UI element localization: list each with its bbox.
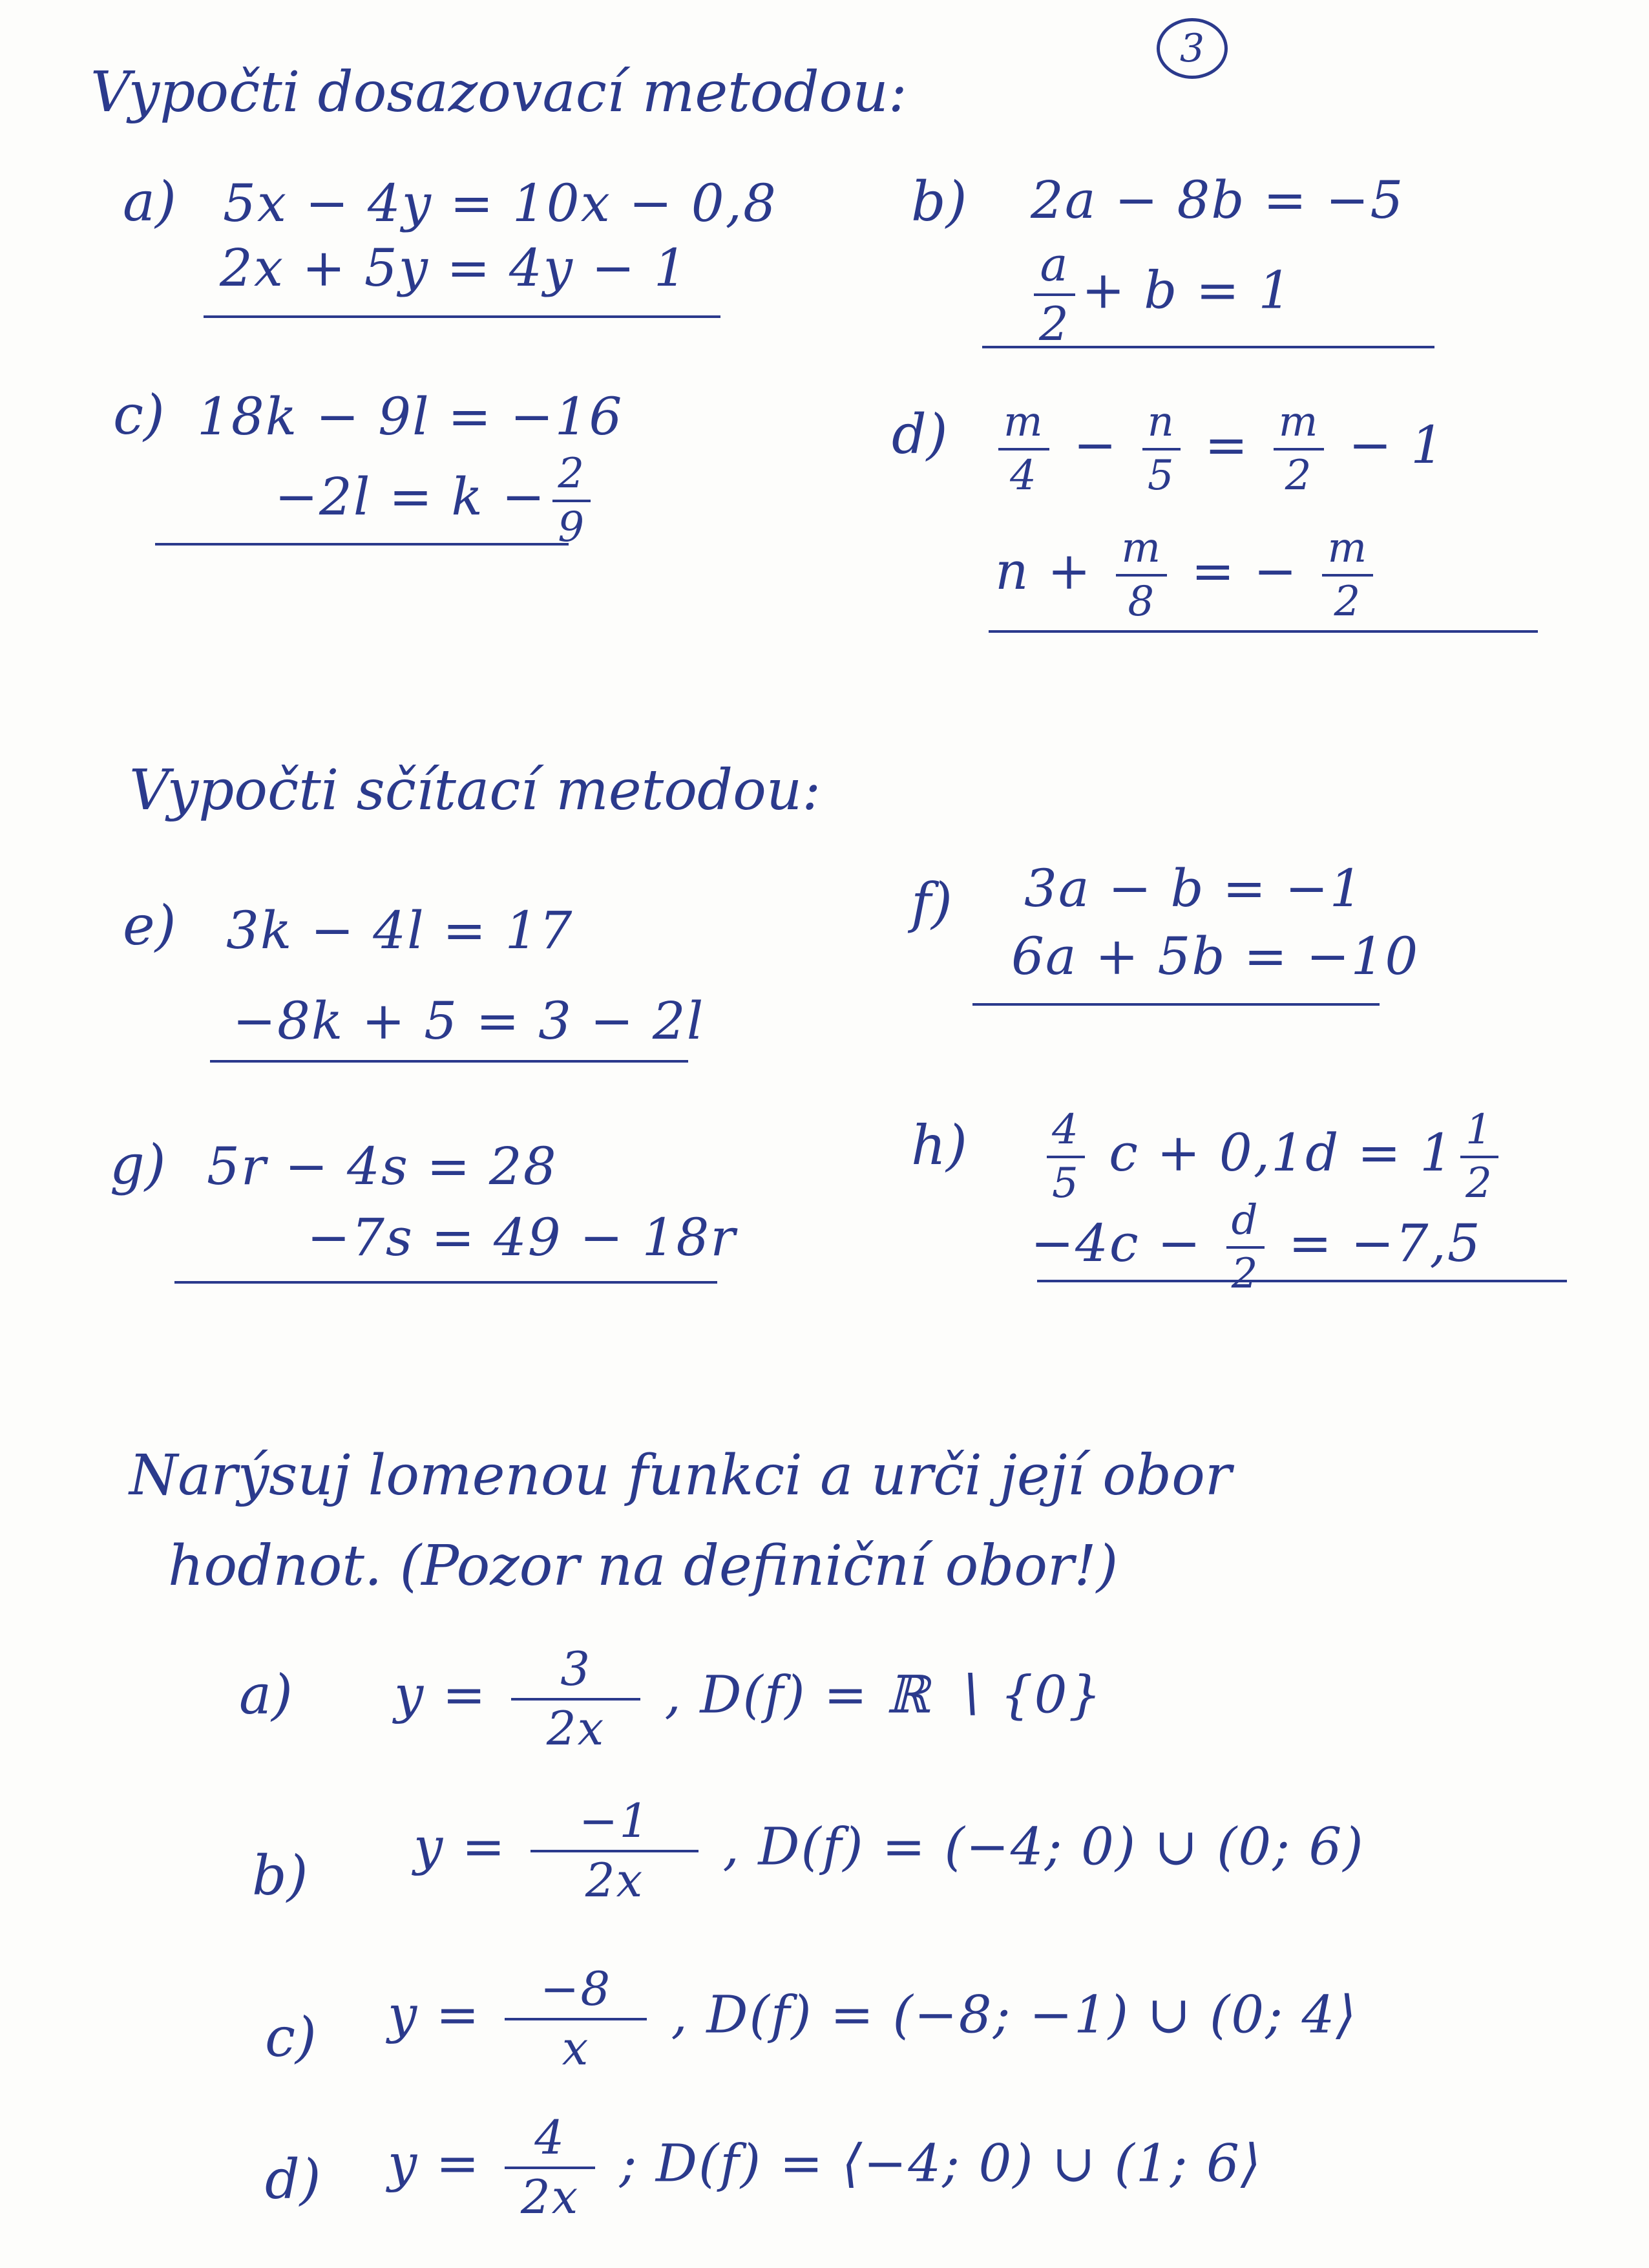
problem-f-eq2: 6a + 5b = −10 bbox=[1011, 926, 1420, 986]
problem-g-underline bbox=[174, 1281, 717, 1284]
problem-a-label: a) bbox=[123, 170, 176, 233]
section3-heading-line2: hodnot. (Pozor na definiční obor!) bbox=[168, 1534, 1119, 1598]
problem-e-eq2: −8k + 5 = 3 − 2l bbox=[233, 991, 705, 1051]
problem-d-underline bbox=[989, 630, 1538, 633]
problem-c-fraction: $\frac{2}{9}$ bbox=[552, 452, 591, 549]
function-c-label: c) bbox=[265, 2006, 317, 2069]
function-d-formula: y = $\frac{4}{2x}$ ; D(f) = ⟨−4; 0) ∪ (1; 6⟩ bbox=[388, 2110, 1263, 2224]
function-a-domain: , D(f) = ℝ ∖ {0} bbox=[664, 1664, 1103, 1725]
problem-c-underline bbox=[155, 543, 569, 546]
problem-d-label: d) bbox=[892, 403, 948, 466]
function-b-label: b) bbox=[252, 1844, 308, 1907]
function-a-label: a) bbox=[239, 1663, 293, 1726]
function-b-formula: y = $\frac{-1}{2x}$ , D(f) = (−4; 0) ∪ (0; 6) bbox=[414, 1794, 1365, 1907]
problem-c-label: c) bbox=[113, 383, 165, 447]
problem-e-label: e) bbox=[123, 894, 176, 957]
function-c-domain: , D(f) = (−8; −1) ∪ (0; 4⟩ bbox=[671, 1984, 1358, 2045]
function-a-formula: y = $\frac{3}{2x}$ , D(f) = ℝ ∖ {0} bbox=[394, 1642, 1103, 1755]
section2-heading: Vypočti sčítací metodou: bbox=[129, 758, 821, 823]
problem-b-label: b) bbox=[911, 170, 967, 233]
problem-g-eq2: −7s = 49 − 18r bbox=[307, 1207, 737, 1267]
problem-d-eq1: $\frac{m}{4}$ − $\frac{n}{5}$ = $\frac{m}{2}$ − 1 bbox=[992, 401, 1445, 498]
function-b-domain: , D(f) = (−4; 0) ∪ (0; 6) bbox=[722, 1816, 1365, 1877]
problem-c-eq2: −2l = k − $\frac{2}{9}$ bbox=[275, 452, 597, 549]
problem-e-eq1: 3k − 4l = 17 bbox=[226, 900, 574, 960]
problem-g-eq1: 5r − 4s = 28 bbox=[207, 1136, 558, 1196]
problem-a-underline bbox=[204, 315, 720, 318]
function-d-domain: ; D(f) = ⟨−4; 0) ∪ (1; 6⟩ bbox=[619, 2133, 1263, 2194]
section1-heading: Vypočti dosazovací metodou: bbox=[90, 60, 907, 125]
problem-g-label: g) bbox=[110, 1133, 166, 1196]
problem-b-underline bbox=[982, 346, 1434, 348]
problem-b-eq2: $\frac{a}{2}$ + b = 1 bbox=[1027, 240, 1292, 348]
problem-a-eq2: 2x + 5y = 4y − 1 bbox=[220, 238, 688, 298]
problem-f-eq1: 3a − b = −1 bbox=[1024, 858, 1364, 918]
problem-h-eq2: −4c − $\frac{d}{2}$ = −7,5 bbox=[1031, 1196, 1482, 1298]
function-d-label: d) bbox=[265, 2148, 321, 2211]
section3-heading-line1: Narýsuj lomenou funkci a urči její obor bbox=[129, 1443, 1232, 1508]
problem-h-eq1: $\frac{4}{5}$ c + 0,1d = 1 $\frac{1}{2}$ bbox=[1040, 1108, 1505, 1205]
problem-f-underline bbox=[972, 1003, 1380, 1006]
problem-e-underline bbox=[210, 1060, 688, 1063]
problem-f-label: f) bbox=[911, 871, 952, 935]
problem-b-fraction: $\frac{a}{2}$ bbox=[1034, 240, 1075, 348]
problem-a-eq1: 5x − 4y = 10x − 0,8 bbox=[223, 173, 777, 233]
function-c-formula: y = $\frac{-8}{x}$ , D(f) = (−8; −1) ∪ (0; 4⟩ bbox=[388, 1962, 1358, 2075]
problem-c-eq1: 18k − 9l = −16 bbox=[197, 387, 624, 447]
page-number: 3 bbox=[1157, 18, 1228, 79]
problem-d-eq2: n + $\frac{m}{8}$ = − $\frac{m}{2}$ bbox=[995, 527, 1380, 624]
problem-b-eq1: 2a − 8b = −5 bbox=[1031, 170, 1405, 230]
problem-h-label: h) bbox=[911, 1114, 967, 1177]
problem-h-underline bbox=[1037, 1280, 1567, 1282]
